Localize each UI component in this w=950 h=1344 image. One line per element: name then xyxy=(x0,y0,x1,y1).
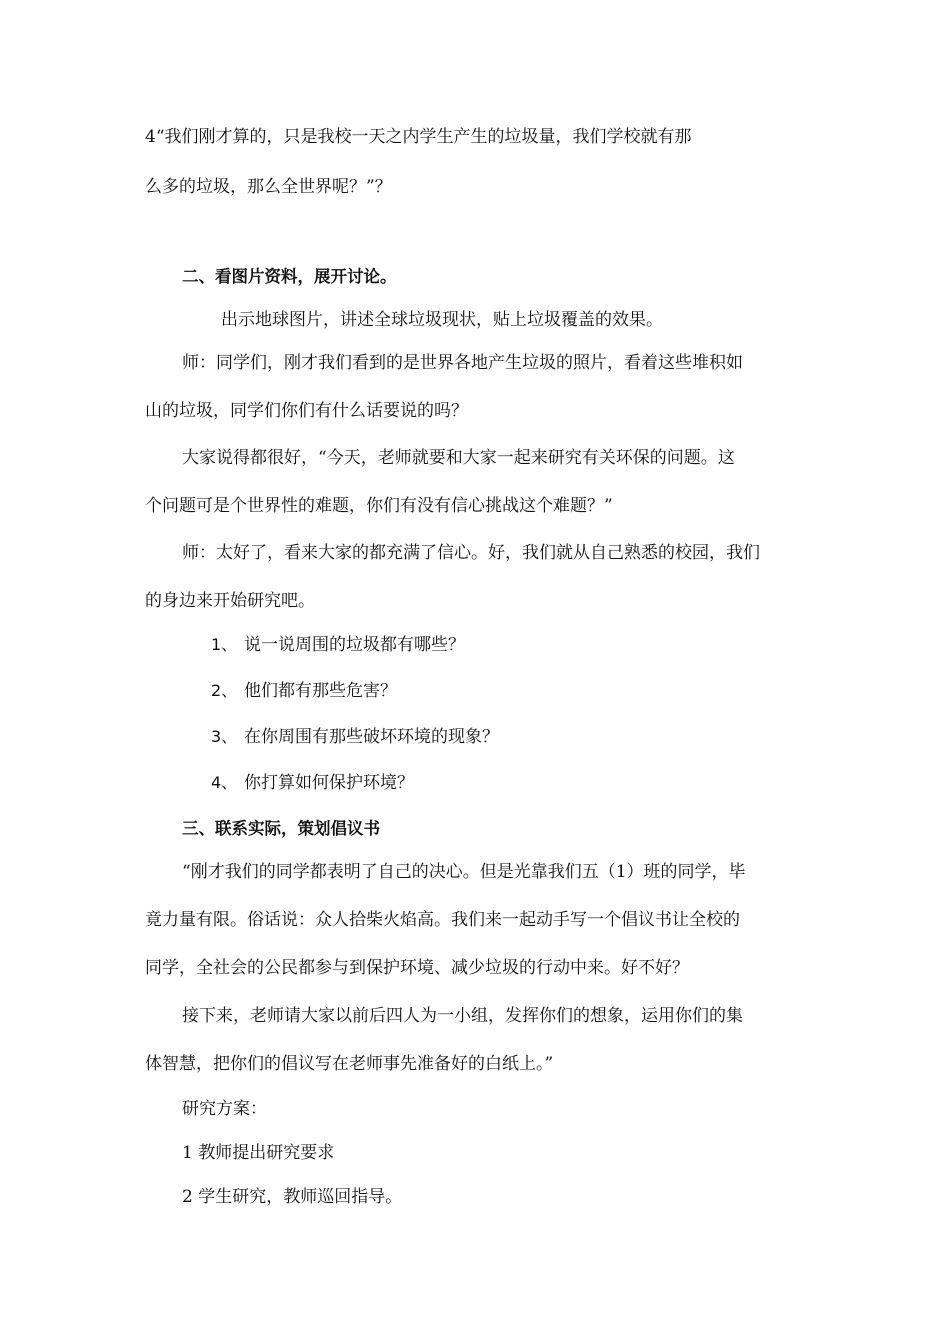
list-item xyxy=(211,771,414,795)
list-item xyxy=(211,679,397,703)
list-text: 在你周围有那些破坏环境的现象？ xyxy=(244,727,499,747)
plan-step-1: 1 教师提出研究要求 xyxy=(182,1143,335,1163)
list-number: 1、 xyxy=(211,635,238,654)
teacher2-line2: 个问题可是个世界性的难题，你们有没有信心挑战这个难题？” xyxy=(145,496,613,516)
list-number: 3、 xyxy=(211,727,238,746)
list-text: 说一说周围的垃圾都有哪些？ xyxy=(244,635,465,655)
list-text: 他们都有那些危害？ xyxy=(244,681,397,701)
section3-heading: 三、联系实际，策划倡议书 xyxy=(182,819,380,838)
section2-heading: 二、看图片资料，展开讨论。 xyxy=(182,267,397,286)
teacher1-line1: 师：同学们，刚才我们看到的是世界各地产生垃圾的照片，看着这些堆积如 xyxy=(182,353,743,373)
section3-p2-line2: 体智慧，把你们的倡议写在老师事先准备好的白纸上。” xyxy=(145,1054,554,1074)
teacher3-line2: 的身边来开始研究吧。 xyxy=(145,591,315,611)
section3-p1-line1: “刚才我们的同学都表明了自己的决心。但是光靠我们五（1）班的同学，毕 xyxy=(182,862,746,882)
plan-step-2: 2 学生研究，教师巡回指导。 xyxy=(182,1187,403,1207)
teacher3-line1: 师：太好了，看来大家的都充满了信心。好，我们就从自己熟悉的校园，我们 xyxy=(182,543,760,563)
list-item xyxy=(211,725,499,749)
list-item xyxy=(211,633,465,657)
list-text: 你打算如何保护环境？ xyxy=(244,773,414,793)
teacher1-line2: 山的垃圾，同学们你们有什么话要说的吗？ xyxy=(145,401,468,421)
teacher2-line1: 大家说得都很好，“今天，老师就要和大家一起来研究有关环保的问题。这 xyxy=(182,448,735,468)
list-number: 4、 xyxy=(211,773,238,792)
para1-line1: 4“我们刚才算的，只是我校一天之内学生产生的垃圾量，我们学校就有那 xyxy=(145,127,692,147)
list-number: 2、 xyxy=(211,681,238,700)
section3-p1-line3: 同学，全社会的公民都参与到保护环境、减少垃圾的行动中来。好不好？ xyxy=(145,958,689,978)
section3-p2-line1: 接下来，老师请大家以前后四人为一小组，发挥你们的想象，运用你们的集 xyxy=(182,1006,743,1026)
para1-line2: 么多的垃圾，那么全世界呢？”？ xyxy=(145,177,392,197)
section2-intro: 出示地球图片，讲述全球垃圾现状，贴上垃圾覆盖的效果。 xyxy=(221,310,663,330)
plan-label: 研究方案： xyxy=(182,1099,267,1119)
section3-p1-line2: 竟力量有限。俗话说：众人拾柴火焰高。我们来一起动手写一个倡议书让全校的 xyxy=(145,910,740,930)
